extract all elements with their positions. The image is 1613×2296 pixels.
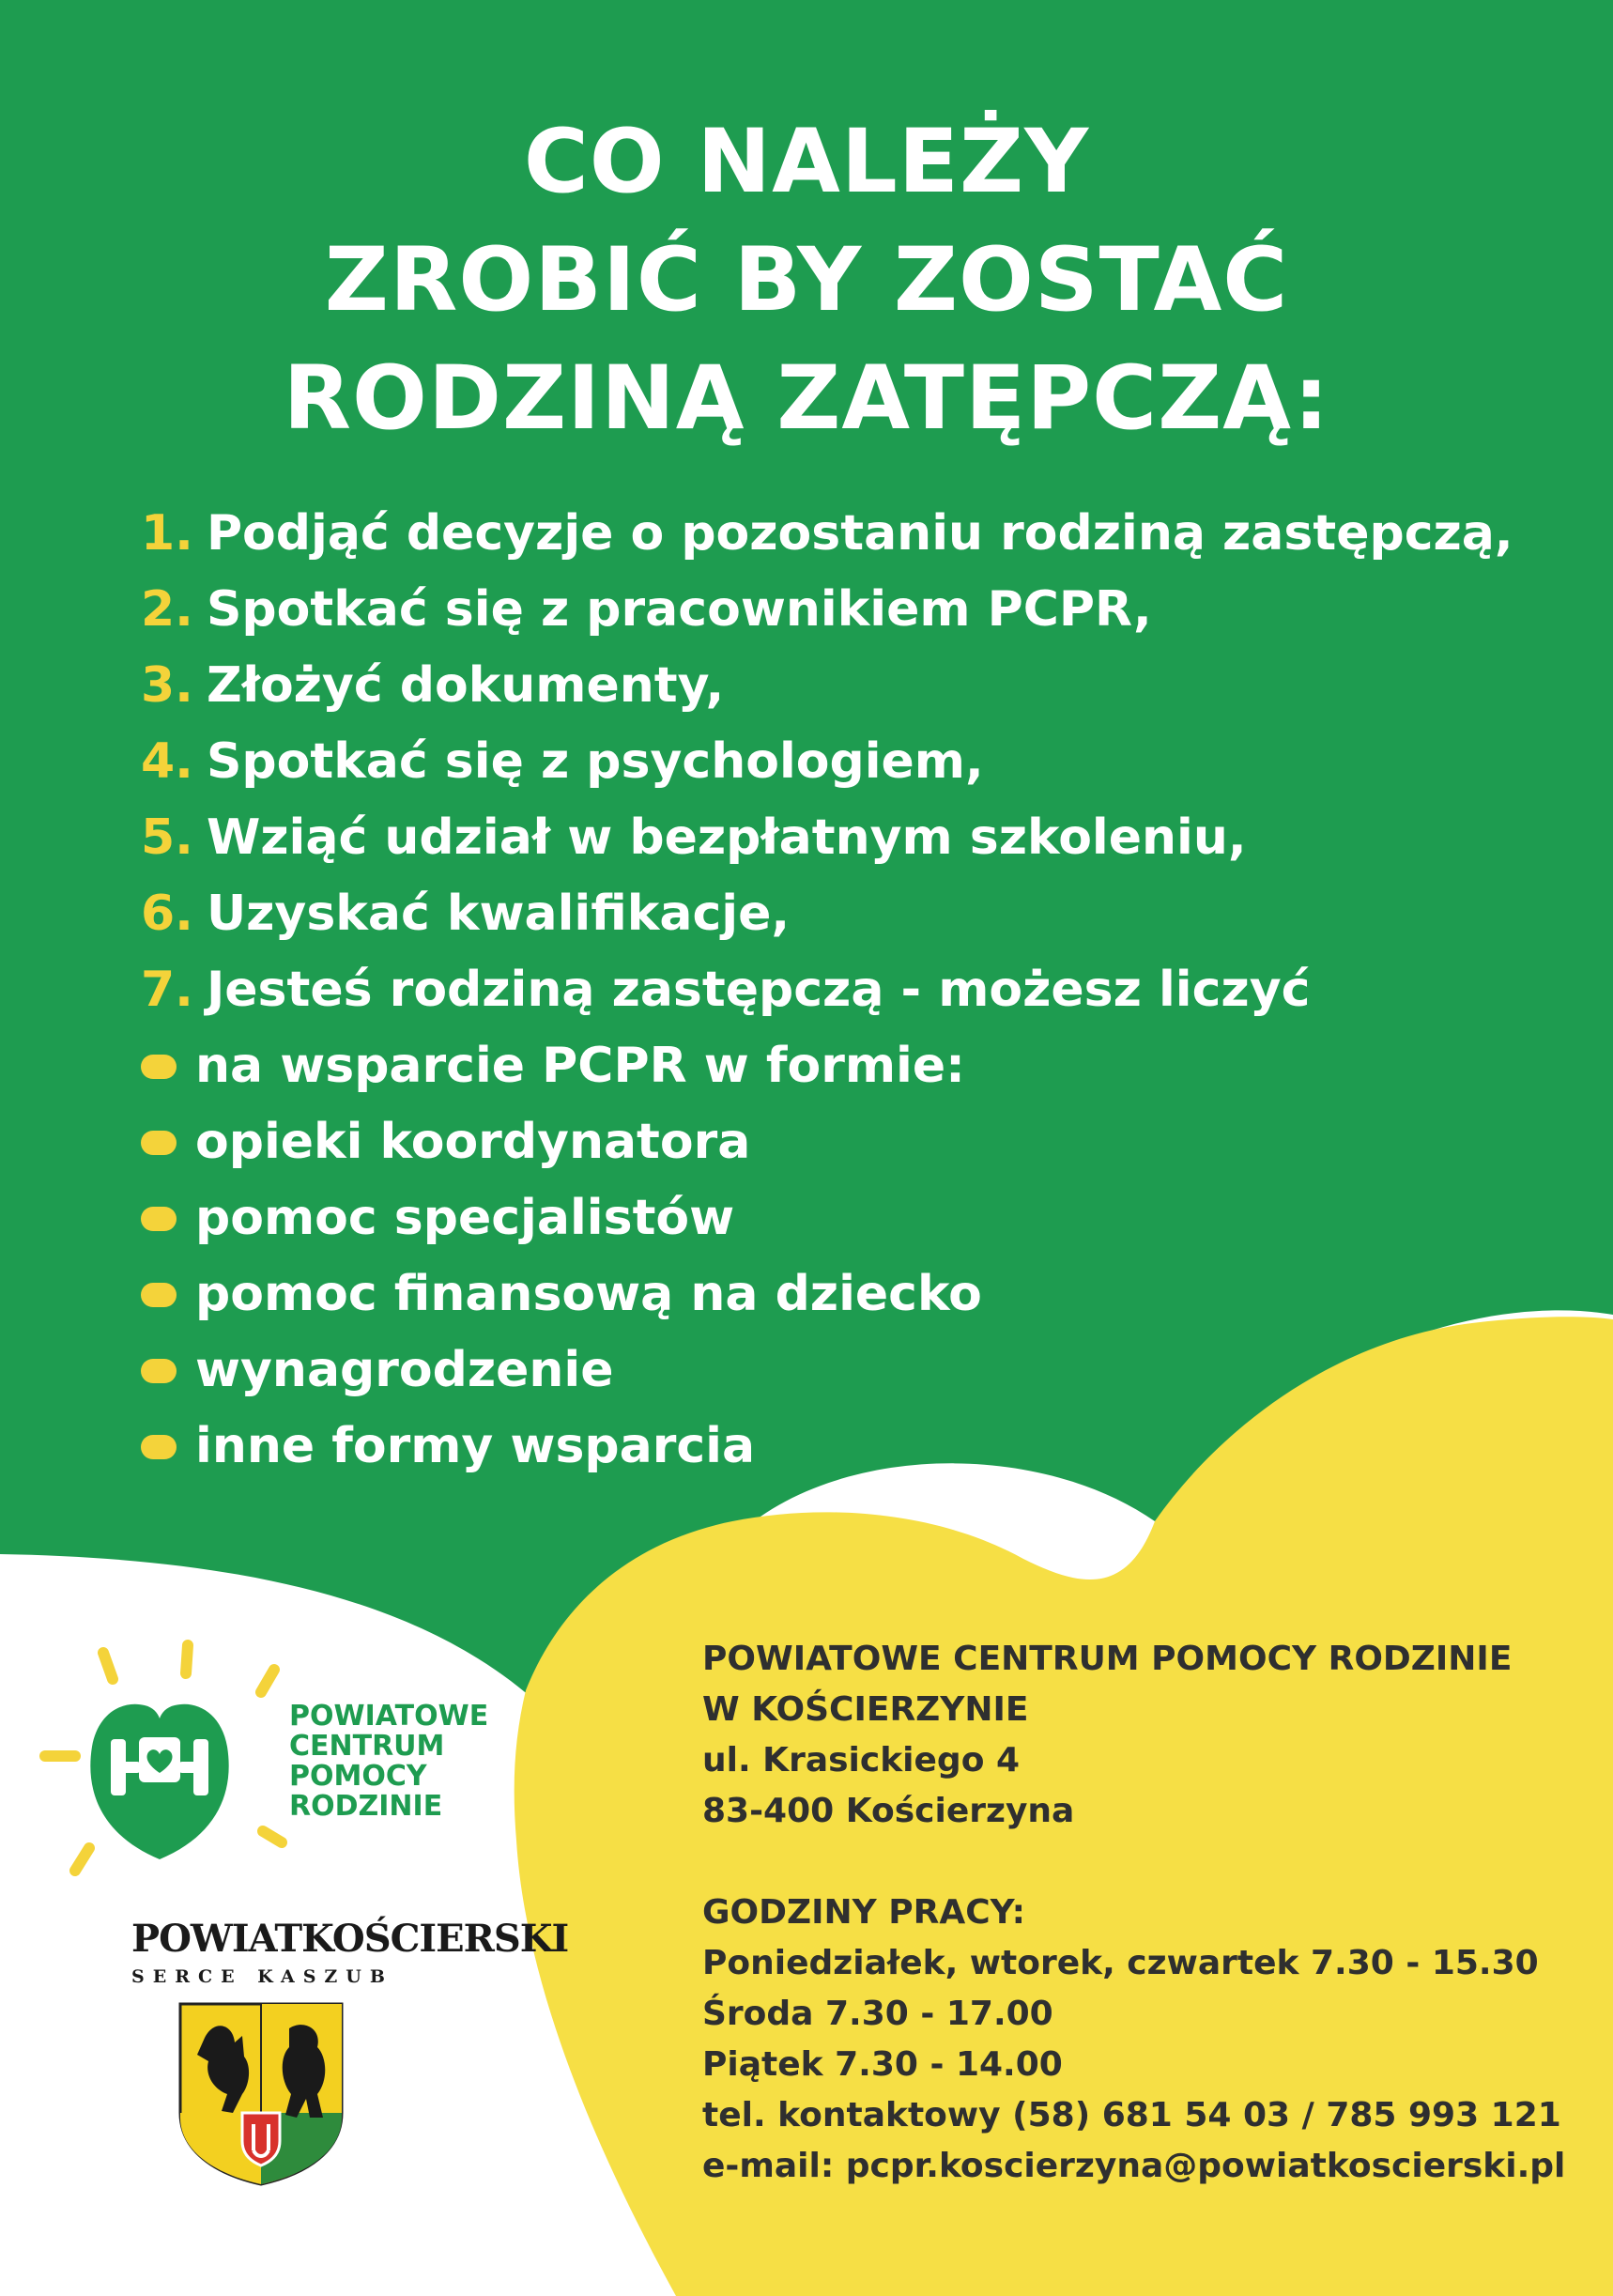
step-item xyxy=(141,496,1513,572)
logo-name-line: POWIATOWE xyxy=(289,1700,489,1733)
bullet-item xyxy=(141,1333,1513,1409)
bullet-text: pomoc specjalistów xyxy=(195,1190,735,1246)
step-text: Spotkać się z pracownikiem PCPR, xyxy=(206,581,1152,638)
step-number: 7. xyxy=(141,962,193,1018)
hours-title: GODZINY PRACY: xyxy=(702,1893,1025,1932)
step-text: Podjąć decyzje o pozostaniu rodziną zastępczą, xyxy=(206,505,1513,562)
step-text: Jesteś rodziną zastępczą - możesz liczyć xyxy=(206,962,1311,1018)
bullet-text: inne formy wsparcia xyxy=(195,1418,756,1474)
bullet-icon xyxy=(141,1055,177,1079)
step-item xyxy=(141,800,1513,876)
spacer xyxy=(702,1837,1565,1888)
logo-name-line: CENTRUM xyxy=(289,1730,445,1763)
step-item xyxy=(141,648,1513,724)
poster-title xyxy=(0,103,1613,458)
step-number: 5. xyxy=(141,809,193,866)
step-text: Spotkać się z psychologiem, xyxy=(206,733,984,790)
step-item xyxy=(141,876,1513,952)
bullet-item xyxy=(141,1409,1513,1485)
step-text: Złożyć dokumenty, xyxy=(206,657,725,714)
postal-city: 83-400 Kościerzyna xyxy=(702,1792,1075,1830)
step-number: 6. xyxy=(141,886,193,942)
step-item xyxy=(141,952,1513,1028)
step-text: Wziąć udział w bezpłatnym szkoleniu, xyxy=(206,809,1247,866)
step-text: Uzyskać kwalifikacje, xyxy=(206,886,791,942)
hours-line: Środa 7.30 - 17.00 xyxy=(702,1995,1053,2033)
bullet-icon xyxy=(141,1207,177,1231)
steps-list xyxy=(141,496,1513,1485)
bullet-icon xyxy=(141,1283,177,1307)
bullet-item xyxy=(141,1256,1513,1333)
title-line-2: ZROBIĆ BY ZOSTAĆ xyxy=(324,229,1289,331)
hours-line: Poniedziałek, wtorek, czwartek 7.30 - 15.30 xyxy=(702,1944,1539,1982)
org-name-line: W KOŚCIERZYNIE xyxy=(702,1690,1029,1729)
county-crest-icon xyxy=(177,2000,346,2188)
email-address: e-mail: pcpr.koscierzyna@powiatkoscierski.pl xyxy=(702,2147,1566,2185)
step-number: 2. xyxy=(141,581,193,638)
step-item xyxy=(141,724,1513,800)
bullet-text: pomoc finansową na dziecko xyxy=(195,1266,982,1322)
logo-name-line: POMOCY xyxy=(289,1760,427,1793)
step-number: 4. xyxy=(141,733,193,790)
step-number: 1. xyxy=(141,505,193,562)
heart-family-sun-icon xyxy=(28,1634,291,1888)
powiat-koscierski-wordmark: POWIATKOŚCIERSKI xyxy=(131,1917,569,1961)
org-name-line: POWIATOWE CENTRUM POMOCY RODZINIE xyxy=(702,1640,1513,1678)
title-line-1: CO NALEŻY xyxy=(523,111,1090,213)
pcpr-logo-name xyxy=(289,1702,488,1822)
street-address: ul. Krasickiego 4 xyxy=(702,1741,1021,1780)
bullet-icon xyxy=(141,1359,177,1383)
phone-number: tel. kontaktowy (58) 681 54 03 / 785 993 121 xyxy=(702,2096,1561,2134)
logo-name-line: RODZINIE xyxy=(289,1790,443,1823)
contact-block xyxy=(702,1634,1565,2192)
title-line-3: RODZINĄ ZATĘPCZĄ: xyxy=(283,347,1330,450)
step-item xyxy=(141,572,1513,648)
step-number: 3. xyxy=(141,657,193,714)
bullet-item xyxy=(141,1180,1513,1256)
hours-line: Piątek 7.30 - 14.00 xyxy=(702,2045,1063,2084)
bullet-text: opieki koordynatora xyxy=(195,1114,751,1170)
bullet-item xyxy=(141,1104,1513,1180)
bullet-item xyxy=(141,1028,1513,1104)
bullet-icon xyxy=(141,1131,177,1155)
bullet-icon xyxy=(141,1435,177,1459)
bullet-text: wynagrodzenie xyxy=(195,1342,614,1398)
powiat-tagline: SERCE KASZUB xyxy=(131,1966,393,1987)
bullet-text: na wsparcie PCPR w formie: xyxy=(195,1038,965,1094)
